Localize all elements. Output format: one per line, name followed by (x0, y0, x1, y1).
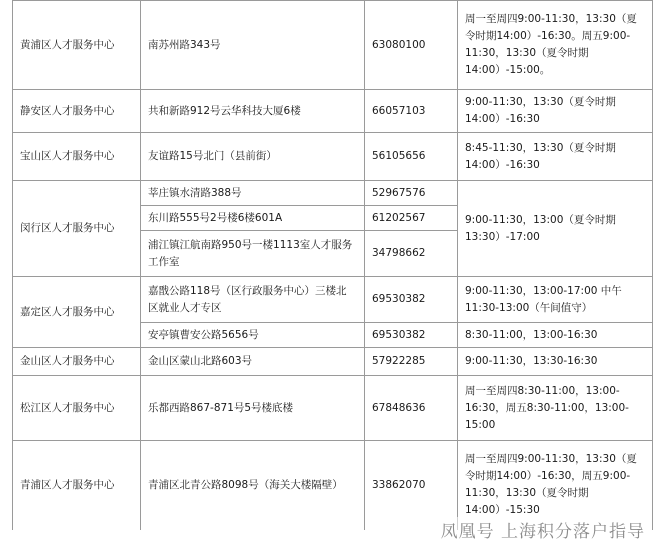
phone-cell: 33862070 (365, 441, 458, 530)
address-cell: 共和新路912号云华科技大厦6楼 (141, 90, 365, 133)
phone-cell: 69530382 (365, 323, 458, 348)
hours-cell: 8:45-11:30，13:30（夏令时期14:00）-16:30 (458, 133, 653, 181)
address-cell: 南苏州路343号 (141, 1, 365, 90)
phone-cell: 61202567 (365, 206, 458, 231)
hours-cell: 9:00-11:30，13:00-17:00 中午11:30-13:00（午间值守） (458, 277, 653, 323)
district-cell: 黄浦区人才服务中心 (13, 1, 141, 90)
district-cell: 金山区人才服务中心 (13, 348, 141, 376)
district-cell: 闵行区人才服务中心 (13, 181, 141, 277)
table-row (13, 133, 653, 181)
district-cell: 静安区人才服务中心 (13, 90, 141, 133)
table-row (13, 376, 653, 441)
district-cell: 嘉定区人才服务中心 (13, 277, 141, 348)
address-cell: 友谊路15号北门（县前街） (141, 133, 365, 181)
hours-cell: 周一至周四9:00-11:30，13:30（夏令时期14:00）-16:30。周五9:00-11:30，13:30（夏令时期14:00）-15:00。 (458, 1, 653, 90)
address-cell: 青浦区北青公路8098号（海关大楼隔壁） (141, 441, 365, 530)
table-row (13, 348, 653, 376)
table-row (13, 277, 653, 323)
hours-cell: 9:00-11:30，13:30（夏令时期14:00）-16:30 (458, 90, 653, 133)
district-cell: 松江区人才服务中心 (13, 376, 141, 441)
address-cell: 金山区蒙山北路603号 (141, 348, 365, 376)
address-cell: 嘉戬公路118号（区行政服务中心）三楼北区就业人才专区 (141, 277, 365, 323)
hours-cell: 9:00-11:30，13:00（夏令时期13:30）-17:00 (458, 181, 653, 277)
hours-cell: 周一至周四8:30-11:00，13:00-16:30，周五8:30-11:00，13:00-15:00 (458, 376, 653, 441)
table-row (13, 181, 653, 206)
address-cell: 东川路555号2号楼6楼601A (141, 206, 365, 231)
service-center-table (12, 0, 653, 530)
phone-cell: 34798662 (365, 231, 458, 277)
hours-cell: 周一至周四9:00-11:30，13:30（夏令时期14:00）-16:30，周五9:00-11:30，13:30（夏令时期14:00）-15:30 (458, 441, 653, 530)
watermark: 凤凰号 上海积分落户指导 (438, 517, 648, 542)
phone-cell: 66057103 (365, 90, 458, 133)
phone-cell: 69530382 (365, 277, 458, 323)
district-cell: 青浦区人才服务中心 (13, 441, 141, 530)
district-cell: 宝山区人才服务中心 (13, 133, 141, 181)
phone-cell: 56105656 (365, 133, 458, 181)
phone-cell: 57922285 (365, 348, 458, 376)
phone-cell: 63080100 (365, 1, 458, 90)
address-cell: 乐都西路867-871号5号楼底楼 (141, 376, 365, 441)
address-cell: 浦江镇江航南路950号一楼1113室人才服务工作室 (141, 231, 365, 277)
phone-cell: 67848636 (365, 376, 458, 441)
hours-cell: 8:30-11:00，13:00-16:30 (458, 323, 653, 348)
table-row (13, 90, 653, 133)
table-row (13, 1, 653, 90)
phone-cell: 52967576 (365, 181, 458, 206)
address-cell: 安亭镇曹安公路5656号 (141, 323, 365, 348)
hours-cell: 9:00-11:30，13:30-16:30 (458, 348, 653, 376)
address-cell: 莘庄镇水清路388号 (141, 181, 365, 206)
